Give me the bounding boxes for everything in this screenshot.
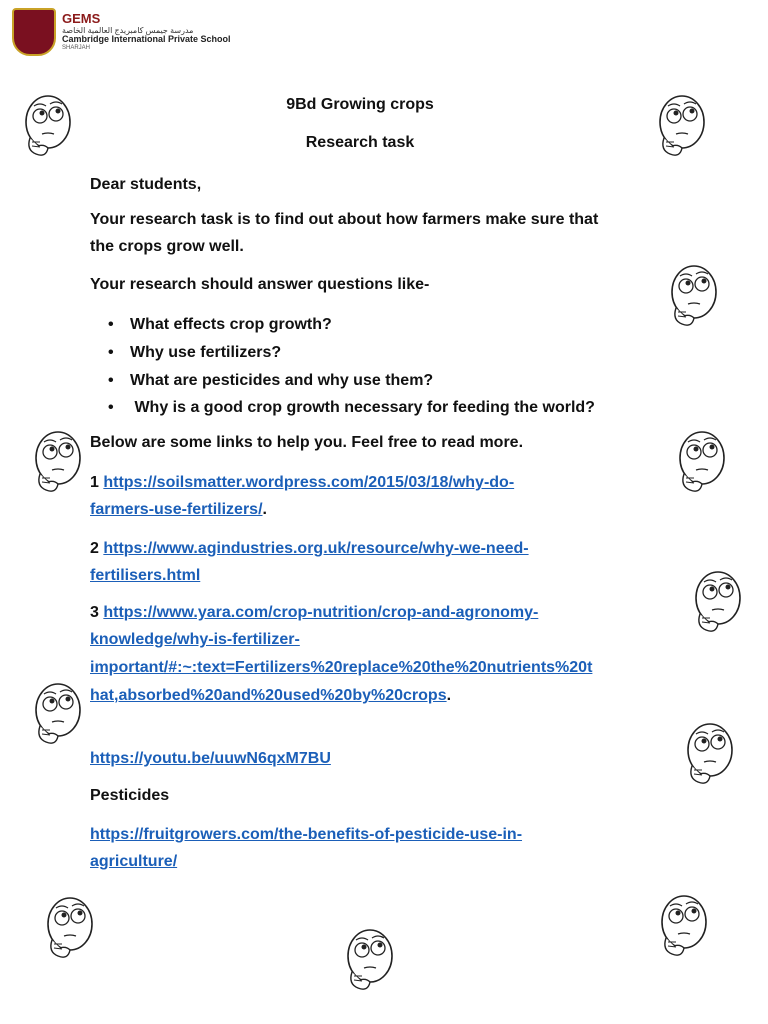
link-3-line-a: 3 https://www.yara.com/crop-nutrition/crop-and-agronomy- (90, 604, 539, 621)
link-1-line-a: 1 https://soilsmatter.wordpress.com/2015/03/18/why-do- (90, 474, 515, 491)
bullet: • (108, 372, 114, 389)
link-soilsmatter[interactable]: https://soilsmatter.wordpress.com/2015/03/18/why-do- (103, 474, 515, 491)
link-youtube[interactable]: https://youtu.be/uuwN6qxM7BU (90, 750, 331, 767)
school-name: Cambridge International Private School (62, 34, 231, 45)
link-5-line-a (90, 826, 522, 844)
link-1-line-b: farmers-use-fertilizers/. (90, 501, 267, 518)
link-yara[interactable]: https://www.yara.com/crop-nutrition/crop-and-agronomy- (103, 604, 539, 621)
pesticides-heading: Pesticides (90, 787, 170, 804)
intro-line-2: the crops grow well. (90, 238, 244, 255)
link-yara-cont-3[interactable]: hat,absorbed%20and%20used%20by%20crops (90, 687, 447, 704)
link-soilsmatter-cont[interactable]: farmers-use-fertilizers/ (90, 501, 263, 518)
bullet: • (108, 399, 114, 416)
link-yara-cont-2[interactable]: important/#:~:text=Fertilizers%20replace%20the%20nutrients%20t (90, 659, 593, 676)
thinking-face-icon (340, 926, 400, 996)
school-logo (12, 8, 231, 56)
brand-name: GEMS (62, 11, 101, 27)
thinking-face-icon (664, 262, 724, 332)
school-location: SHARJAH (62, 45, 91, 52)
intro-line-1: Your research task is to find out about how farmers make sure that (90, 211, 599, 228)
link-3-line-d: hat,absorbed%20and%20used%20by%20crops. (90, 687, 452, 704)
thinking-face-icon (18, 92, 78, 162)
thinking-face-icon (680, 720, 740, 790)
list-item: • Why use fertilizers? (108, 344, 282, 361)
greeting: Dear students, (90, 176, 202, 193)
questions-intro: Your research should answer questions like- (90, 276, 430, 293)
link-yara-cont-1[interactable]: knowledge/why-is-fertilizer- (90, 631, 300, 648)
link-3-line-b (90, 631, 300, 649)
thinking-face-icon (672, 428, 732, 498)
thinking-face-icon (28, 428, 88, 498)
links-intro: Below are some links to help you. Feel free to read more. (90, 434, 524, 451)
link-5-line-b (90, 853, 177, 871)
bullet: • (108, 344, 114, 361)
link-3-line-c (90, 659, 592, 677)
page-title: 9Bd Growing crops (286, 96, 434, 113)
bullet: • (108, 316, 114, 333)
link-2-line-b (90, 567, 200, 585)
list-item: • What are pesticides and why use them? (108, 372, 434, 389)
thinking-face-icon (654, 892, 714, 962)
thinking-face-icon (688, 568, 748, 638)
thinking-face-icon (40, 894, 100, 964)
list-item: • Why is a good crop growth necessary for feeding the world? (108, 399, 595, 416)
list-item: • What effects crop growth? (108, 316, 332, 333)
youtube-line (90, 750, 331, 768)
link-agindustries-cont[interactable]: fertilisers.html (90, 567, 201, 584)
link-fruitgrowers[interactable]: https://fruitgrowers.com/the-benefits-of-pesticide-use-in- (90, 826, 523, 843)
link-agindustries[interactable]: https://www.agindustries.org.uk/resource/why-we-need- (103, 540, 529, 557)
link-2-line-a: 2 https://www.agindustries.org.uk/resource/why-we-need- (90, 540, 529, 557)
thinking-face-icon (28, 680, 88, 750)
link-fruitgrowers-cont[interactable]: agriculture/ (90, 853, 178, 870)
page-subtitle: Research task (305, 134, 415, 151)
arabic-school-name: مدرسة جيمس كامبريدج العالمية الخاصة (62, 25, 194, 35)
shield-icon (12, 8, 56, 56)
thinking-face-icon (652, 92, 712, 162)
